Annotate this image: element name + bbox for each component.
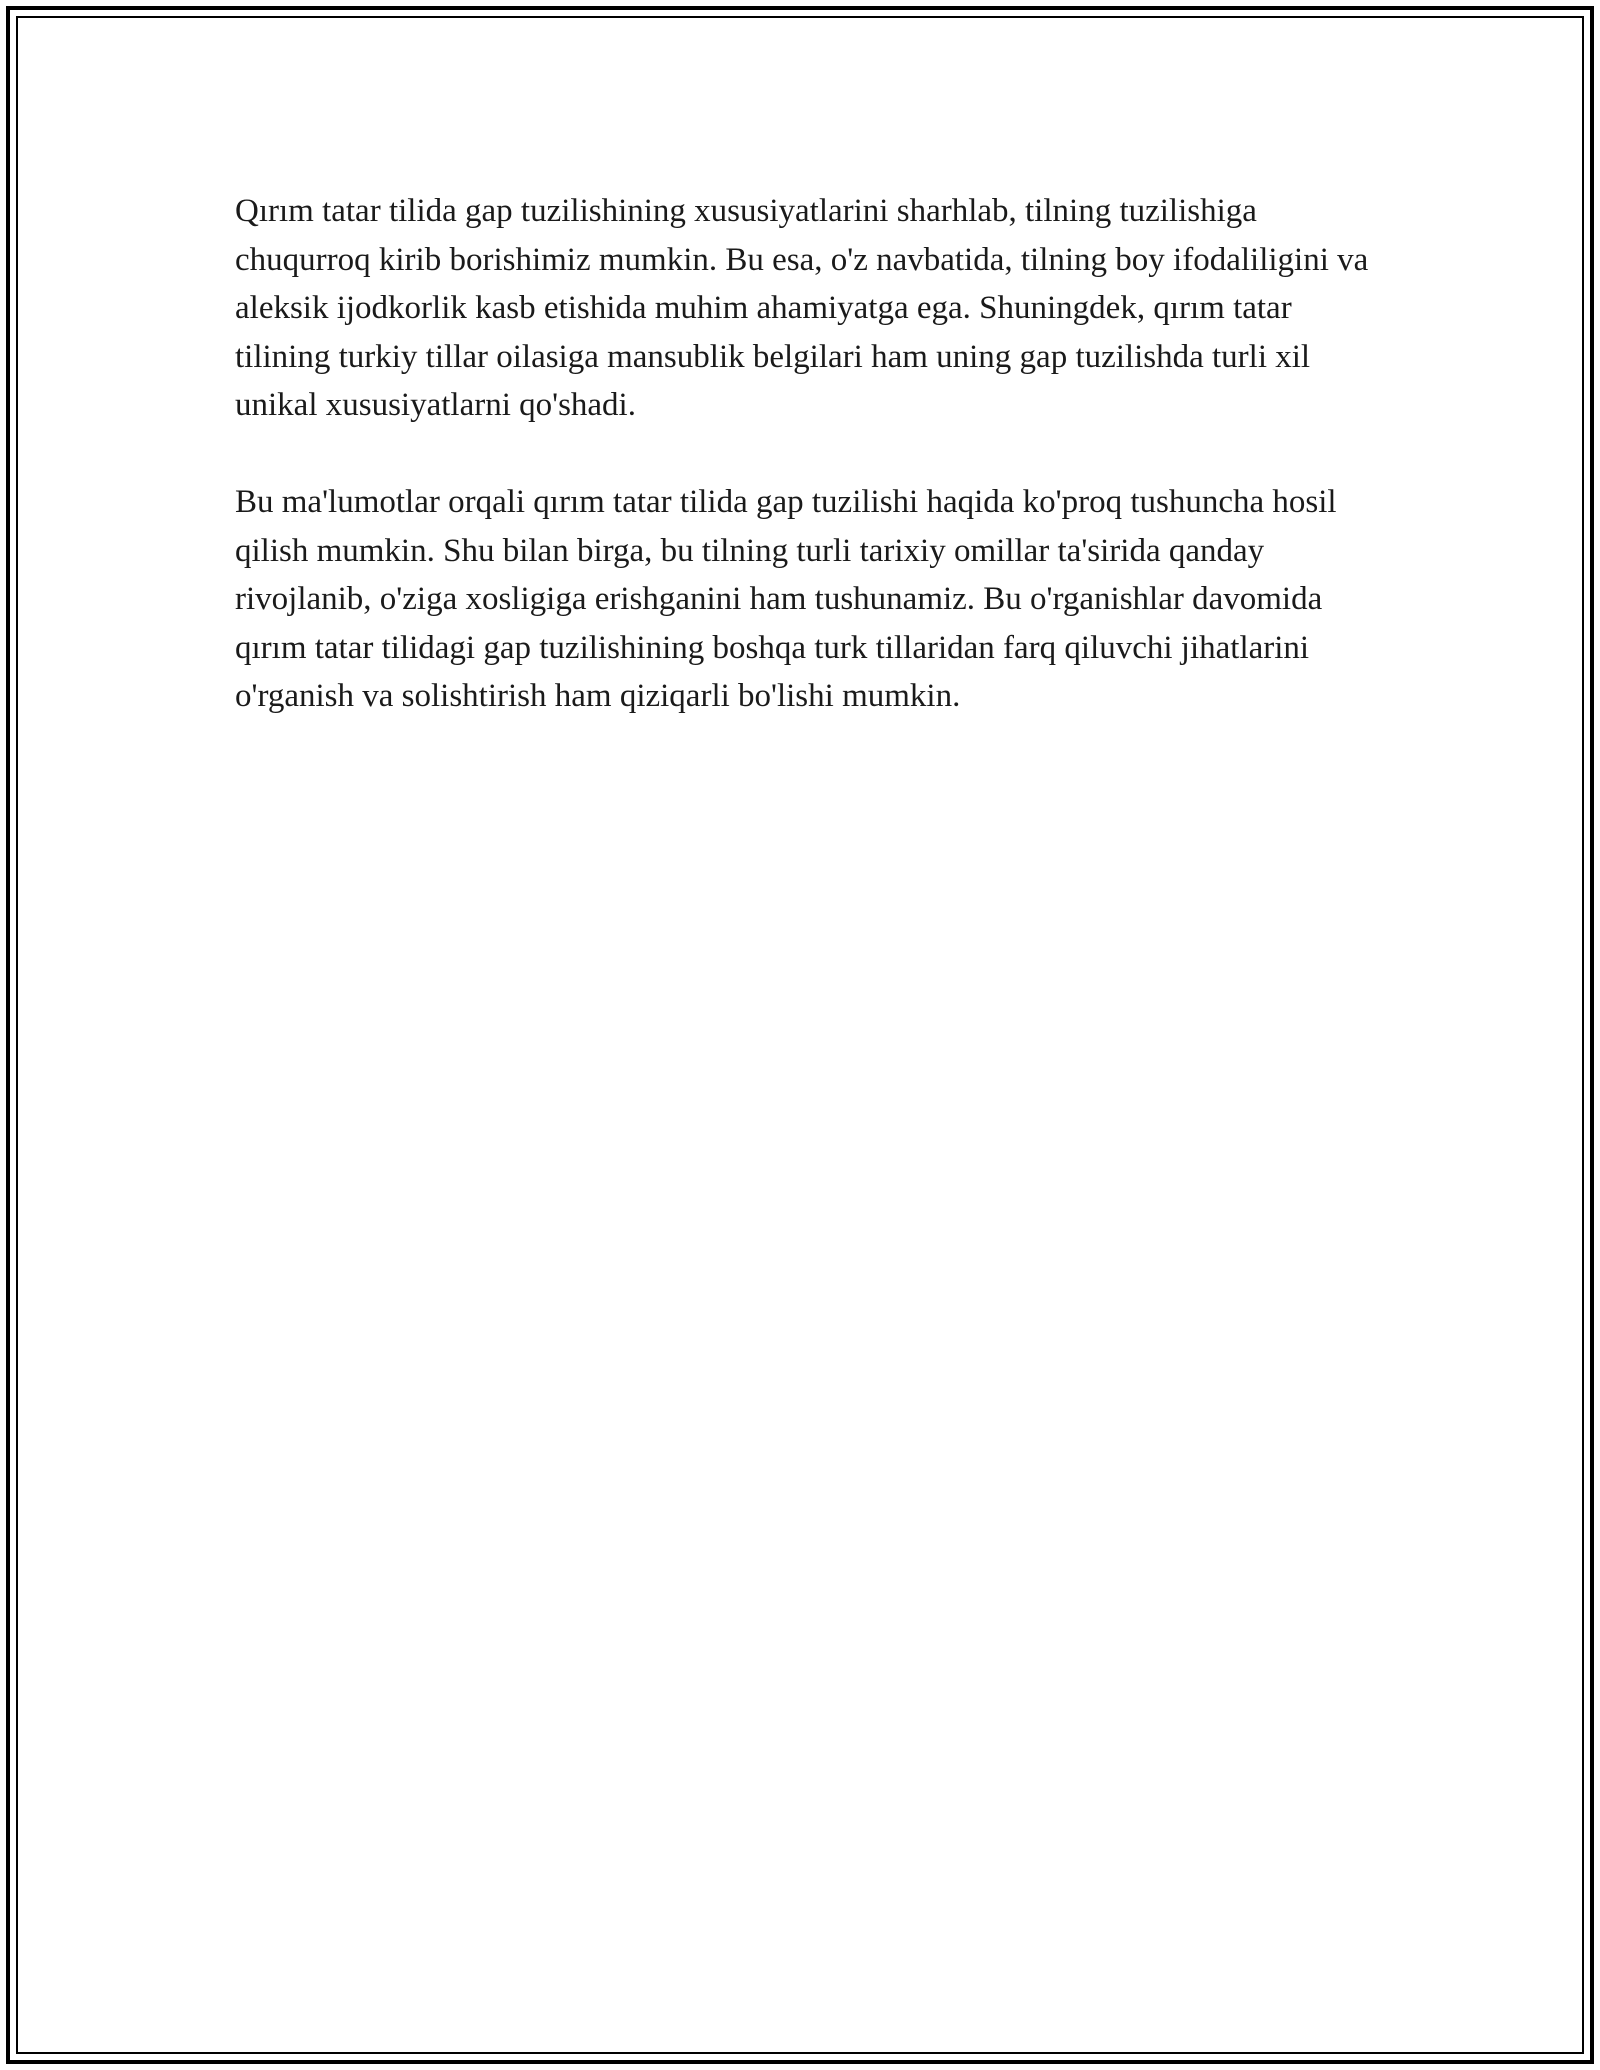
paragraph-1: Qırım tatar tilida gap tuzilishining xususiyatlarini sharhlab, tilning tuzilishiga chuqurroq kirib borishimiz mumkin. Bu esa, o'z navbatida, tilning boy ifodaliligini va aleksik ijodkorlik kasb etishida muhim ahamiyatga ega. Shuningdek, qırım tatar tilining turkiy tillar oilasiga mansublik belgilari ham uning gap tuzilishda turli xil unikal xususiyatlarni qo'shadi. <box>235 193 1369 423</box>
document-body <box>235 187 1395 721</box>
paragraph-2: Bu ma'lumotlar orqali qırım tatar tilida gap tuzilishi haqida ko'proq tushuncha hosil qilish mumkin. Shu bilan birga, bu tilning turli tarixiy omillar ta'sirida qanday rivojlanib, o'ziga xosligiga erishganini ham tushunamiz. Bu o'rganishlar davomida qırım tatar tilidagi gap tuzilishining boshqa turk tillaridan farq qiluvchi jihatlarini o'rganish va solishtirish ham qiziqarli bo'lishi mumkin. <box>235 484 1337 714</box>
